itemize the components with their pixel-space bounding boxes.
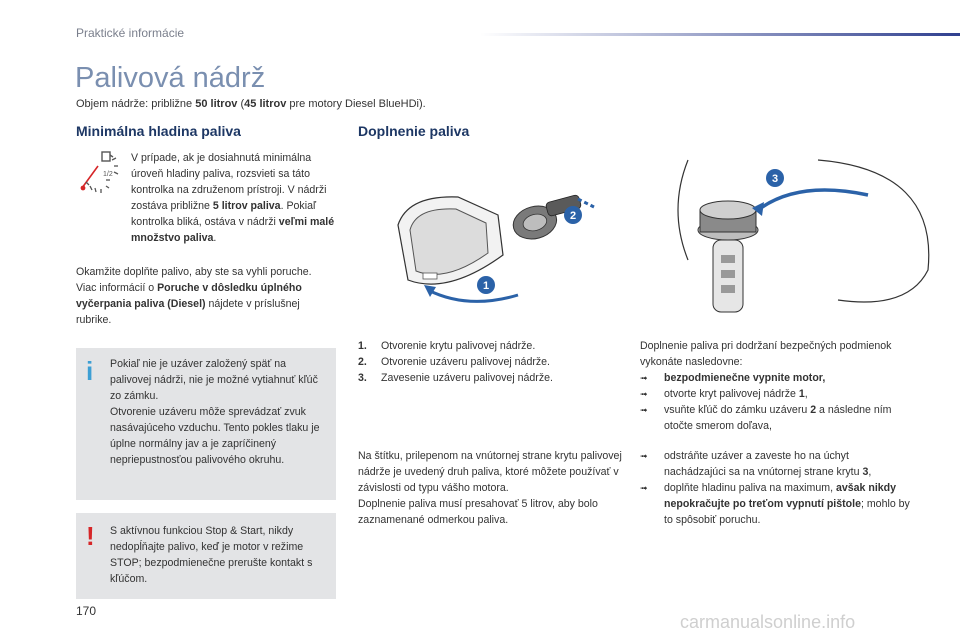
list-item: 1. Otvorenie krytu palivovej nádrže.: [358, 340, 536, 352]
minimum-level-heading: Minimálna hladina paliva: [76, 123, 241, 139]
procedure-intro: Doplnenie paliva pri dodržaní bezpečných podmienok vykonáte nasledovne:: [640, 340, 892, 368]
page-title: Palivová nádrž: [75, 62, 266, 94]
refueling-heading: Doplnenie paliva: [358, 123, 470, 139]
section-header: Praktické informácie: [76, 26, 185, 40]
header-bar: [480, 33, 960, 36]
callout-3: 3: [771, 173, 779, 185]
low-fuel-description: V prípade, ak je dosiahnutá minimálna úroveň hladiny paliva, rozsvieti sa táto kontrolka na združenom prístroji. V nádrži zostáva približne 5 litrov paliva. Pokiaľ kontrolka bliká, ostáva v nádrži veľmi malé množstvo paliva.: [131, 152, 335, 244]
list-item: ➟ vsuňte kľúč do zámku uzáveru 2 a následne ním otočte smerom doľava,: [640, 404, 892, 432]
page-subtitle: Objem nádrže: približne 50 litrov (45 litrov pre motory Diesel BlueHDi).: [76, 98, 426, 110]
watermark: carmanualsonline.info: [680, 612, 856, 632]
callout-1: 1: [482, 280, 490, 292]
steps-list: [358, 338, 628, 386]
list-item: ➟ otvorte kryt palivovej nádrže 1,: [640, 388, 808, 400]
procedure-part-1: [640, 338, 910, 434]
list-item: 3. Zavesenie uzáveru palivovej nádrže.: [358, 372, 553, 384]
list-item: ➟ bezpodmienečne vypnite motor,: [640, 372, 826, 384]
fuel-gauge-icon: [76, 148, 126, 200]
list-item: ➟ doplňte hladinu paliva na maximum, avšak nikdy nepokračujte po treťom vypnutí pištole; mohlo by to spôsobiť poruchu.: [640, 482, 910, 526]
fuel-cap-illustration: [668, 150, 938, 320]
list-item: 2. Otvorenie uzáveru palivovej nádrže.: [358, 356, 551, 368]
list-item: ➟ odstráňte uzáver a zaveste ho na úchyt nachádzajúci sa na vnútornej strane krytu 3,: [640, 450, 872, 478]
info-text: Pokiaľ nie je uzáver založený späť na palivovej nádrži, nie je možné vytiahnuť kľúč zo zámku. Otvorenie uzáveru môže sprevádzať zvuk nasávajúceho vzduchu. Tento pokles tlaku je úplne normálny jav a je zapríčinený nepriepustnosťou palivového okruhu.: [110, 358, 320, 466]
callout-2: 2: [569, 210, 577, 222]
info-icon: i: [86, 356, 94, 386]
warning-box: [76, 513, 336, 599]
procedure-part-2: [640, 448, 910, 528]
warning-icon: !: [86, 521, 95, 551]
fuel-flap-illustration: [388, 185, 598, 310]
info-box: [76, 348, 336, 500]
refuel-advice: Okamžite doplňte palivo, aby ste sa vyhli poruche. Viac informácií o Poruche v dôsledku úplného vyčerpania paliva (Diesel) nájdete v príslušnej rubrike.: [76, 266, 312, 326]
warning-text: S aktívnou funkciou Stop & Start, nikdy nedopĺňajte palivo, keď je motor v režime STOP; bezpodmienečne prerušte kontakt s kľúčom.: [110, 525, 313, 585]
fuel-label-info: Na štítku, prilepenom na vnútornej strane krytu palivovej nádrže je uvedený druh paliva, ktoré môžete používať v závislosti od typu vášho motora. Doplnenie paliva musí presahovať 5 litrov, aby bolo zaznamenané odmerkou paliva.: [358, 450, 622, 526]
page-number: 170: [76, 604, 97, 618]
gauge-label: 1/2: [103, 171, 113, 178]
